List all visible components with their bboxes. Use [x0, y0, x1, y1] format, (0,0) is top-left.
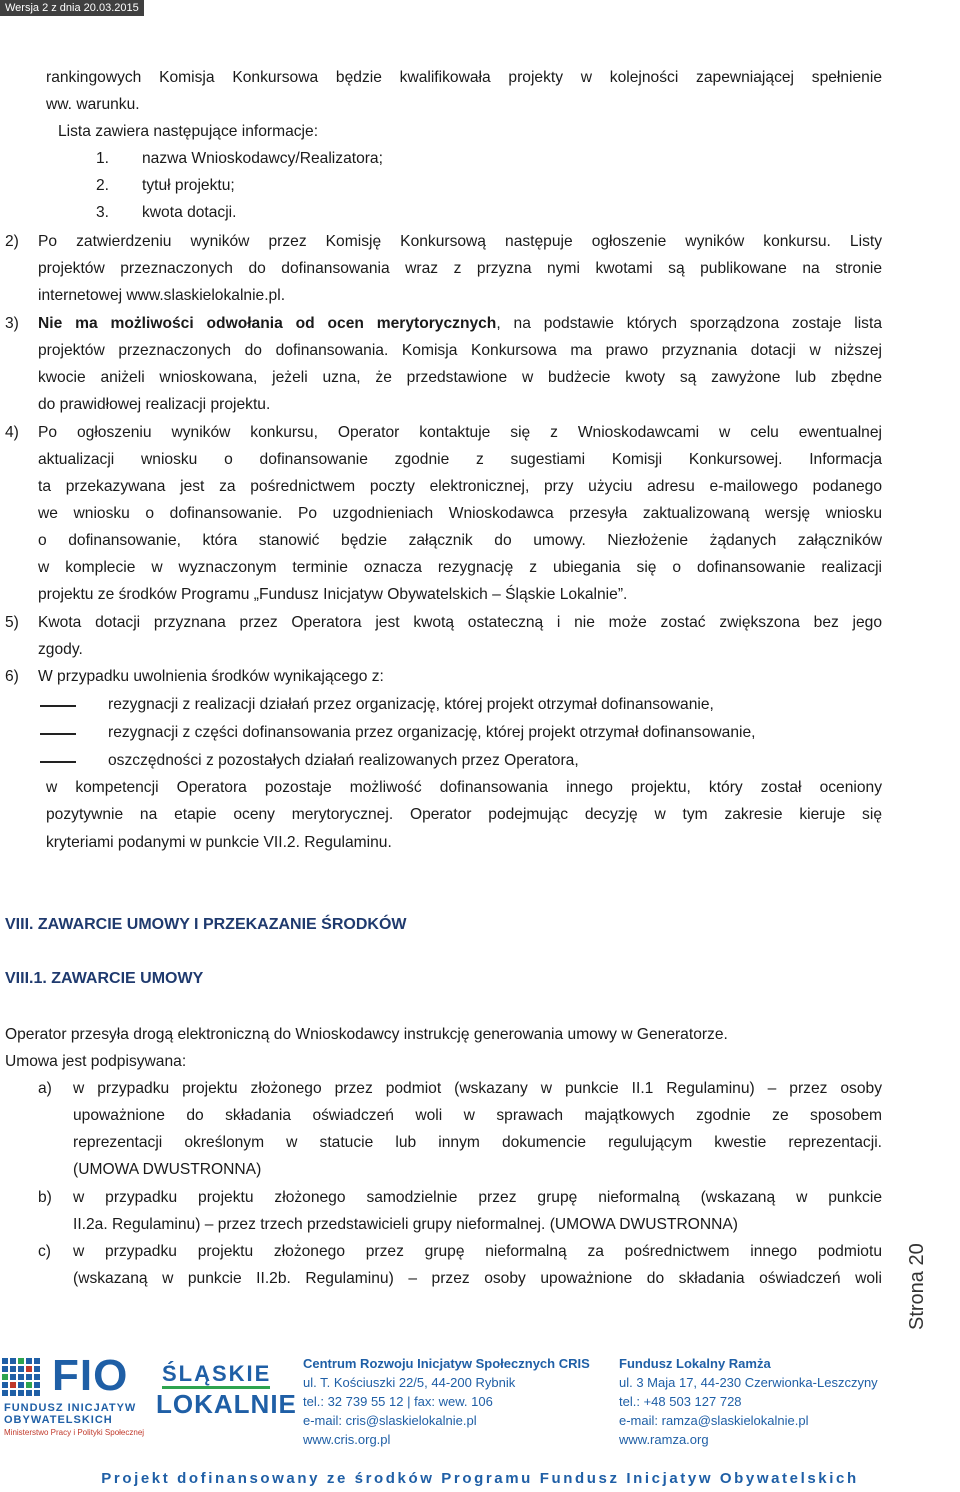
list-intro: Lista zawiera następujące informacje: [58, 123, 319, 140]
item-label: b) [38, 1189, 52, 1206]
paragraph-line: kryteriami podanymi w punkcie VII.2. Regulaminu. [46, 834, 392, 851]
paragraph-line: reprezentacji określonym w statucie lub innym dokumencie regulującym kwestie reprezentacji. [73, 1134, 882, 1151]
dash-bullet [40, 733, 76, 735]
paragraph-line: aktualizacji wniosku o dofinansowanie zgodnie z sugestiami Komisji Konkursowej. Informacja [38, 451, 882, 468]
contact-www[interactable]: www.cris.org.pl [303, 1432, 391, 1447]
paragraph-line: Kwota dotacji przyznana przez Operatora jest kwotą ostateczną i nie może zostać zwiększona bez jego [38, 614, 882, 631]
paragraph-line: Nie ma możliwości odwołania od ocen merytorycznych, na podstawie których sporządzona zostaje lista [38, 315, 882, 332]
paragraph-line: ta przekazywana jest za pośrednictwem poczty elektronicznej, przy użyciu adresu e-mailowego podanego [38, 478, 882, 495]
paragraph-line: pozytywnie na etapie oceny merytorycznej. Operator podejmując decyzję w tym zakresie kieruje się [46, 806, 882, 823]
paragraph-line: w komplecie w wyznaczonym terminie oznacza rezygnację z ubiegania się o dofinansowanie realizacji [38, 559, 882, 576]
paragraph-line: w kompetencji Operatora pozostaje możliwość dofinansowania innego projektu, który został oceniony [46, 779, 882, 796]
paragraph-line: Umowa jest podpisywana: [5, 1053, 187, 1070]
contact-address: ul. 3 Maja 17, 44-230 Czerwionka-Leszczyny [619, 1375, 878, 1390]
point-number: 6) [5, 668, 19, 685]
contact-cris [303, 1354, 590, 1449]
paragraph-line: zgody. [38, 641, 83, 658]
section-heading: VIII. ZAWARCIE UMOWY I PRZEKAZANIE ŚRODKÓW [5, 916, 407, 933]
contact-name: Fundusz Lokalny Ramża [619, 1356, 771, 1371]
dash-item: rezygnacji z części dofinansowania przez organizację, której projekt otrzymał dofinansowanie, [108, 724, 756, 741]
dash-item: rezygnacji z realizacji działań przez organizację, której projekt otrzymał dofinansowanie, [108, 696, 714, 713]
point-number: 3) [5, 315, 19, 332]
slaskie-logo-top: ŚLĄSKIE [162, 1361, 272, 1386]
item-label: a) [38, 1080, 52, 1097]
fio-logo-text: FIO [52, 1351, 129, 1400]
paragraph-line: w przypadku projektu złożonego samodzielnie przez grupę nieformalną (wskazaną w punkcie [73, 1189, 882, 1206]
paragraph-line: we wniosku o dofinansowanie. Po uzgodnieniach Wnioskodawca przesyła zaktualizowaną wersję wniosku [38, 505, 882, 522]
item-label: c) [38, 1243, 51, 1260]
list-number: 3. [96, 204, 110, 221]
contact-name: Centrum Rozwoju Inicjatyw Społecznych CRIS [303, 1356, 590, 1371]
contact-email[interactable]: e-mail: ramza@slaskielokalnie.pl [619, 1413, 809, 1428]
paragraph-line: do prawidłowej realizacji projektu. [38, 396, 271, 413]
dash-bullet [40, 761, 76, 763]
paragraph-line: Po ogłoszeniu wyników konkursu, Operator kontaktuje się z Wnioskodawcami w celu ewentualnej [38, 424, 882, 441]
body-text-line: ww. warunku. [46, 96, 140, 113]
list-number: 2. [96, 177, 110, 194]
point-number: 2) [5, 233, 19, 250]
paragraph-line: projektu ze środków Programu „Fundusz Inicjatyw Obywatelskich – Śląskie Lokalnie”. [38, 586, 628, 603]
paragraph-line: w przypadku projektu złożonego przez podmiot (wskazany w punkcie II.1 Regulaminu) – przez osoby [73, 1080, 882, 1097]
contact-email[interactable]: e-mail: cris@slaskielokalnie.pl [303, 1413, 477, 1428]
point-number: 4) [5, 424, 19, 441]
contact-phone: tel.: +48 503 127 728 [619, 1394, 742, 1409]
point-number: 5) [5, 614, 19, 631]
paragraph-line: Po zatwierdzeniu wyników przez Komisję Konkursową następuje ogłoszenie wyników konkursu. Listy [38, 233, 882, 250]
paragraph-line: w przypadku projektu złożonego przez grupę nieformalną za pośrednictwem innego podmiotu [73, 1243, 882, 1260]
paragraph-line: o dofinansowanie, która stanowić będzie załącznik do umowy. Niezłożenie żądanych załączników [38, 532, 882, 549]
contact-ramza [619, 1354, 878, 1449]
body-text-line: rankingowych Komisja Konkursowa będzie kwalifikowała projekty w kolejności zapewniającej spełnienie [46, 69, 882, 86]
fio-logo-ministry: Ministerstwo Pracy i Polityki Społecznej [4, 1428, 145, 1437]
paragraph-line: (UMOWA DWUSTRONNA) [73, 1161, 262, 1178]
paragraph-line: internetowej www.slaskielokalnie.pl. [38, 287, 286, 304]
website-link[interactable]: www.slaskielokalnie.pl. [126, 287, 286, 304]
contact-www[interactable]: www.ramza.org [619, 1432, 709, 1447]
paragraph-line: projektów przeznaczonych do dofinansowania. Komisja Konkursowa ma prawo przyznania dotacji w niższej [38, 342, 882, 359]
version-label: Wersja 2 z dnia 20.03.2015 [0, 0, 144, 16]
footer-text: Projekt dofinansowany ze środków Programu Fundusz Inicjatyw Obywatelskich [101, 1470, 859, 1487]
paragraph-line: Operator przesyła drogą elektroniczną do Wnioskodawcy instrukcję generowania umowy w Generatorze. [5, 1026, 728, 1043]
dash-bullet [40, 705, 76, 707]
paragraph-line: II.2a. Regulaminu) – przez trzech przedstawicieli grupy nieformalnej. (UMOWA DWUSTRONNA) [73, 1216, 738, 1233]
paragraph-line: (wskazaną w punkcie II.2b. Regulaminu) – przez osoby upoważnione do składania oświadczeń woli [73, 1270, 882, 1287]
fio-logo-icon [2, 1358, 46, 1402]
page-number: Strona 20 [906, 1243, 928, 1330]
paragraph-line: kwocie aniżeli wnioskowana, jeżeli uzna, że przedstawione w budżecie kwoty są zawyżone lub zbędne [38, 369, 882, 386]
list-item: nazwa Wnioskodawcy/Realizatora; [142, 150, 383, 167]
paragraph-line: projektów przeznaczonych do dofinansowania wraz z przyzna nymi kwotami są publikowane na stronie [38, 260, 882, 277]
contact-phone: tel.: 32 739 55 12 | fax: wew. 106 [303, 1394, 493, 1409]
dash-item: oszczędności z pozostałych działań realizowanych przez Operatora, [108, 752, 579, 769]
paragraph-line: upoważnione do składania oświadczeń woli w sprawach majątkowych zgodnie ze sposobem [73, 1107, 882, 1124]
list-number: 1. [96, 150, 110, 167]
paragraph-line: W przypadku uwolnienia środków wynikającego z: [38, 668, 384, 685]
fio-logo-subtitle: FUNDUSZ INICJATYW OBYWATELSKICH [4, 1402, 137, 1426]
slaskie-logo-bottom: LOKALNIE [156, 1389, 297, 1419]
list-item: tytuł projektu; [142, 177, 235, 194]
list-item: kwota dotacji. [142, 204, 237, 221]
contact-address: ul. T. Kościuszki 22/5, 44-200 Rybnik [303, 1375, 516, 1390]
subsection-heading: VIII.1. ZAWARCIE UMOWY [5, 970, 204, 987]
